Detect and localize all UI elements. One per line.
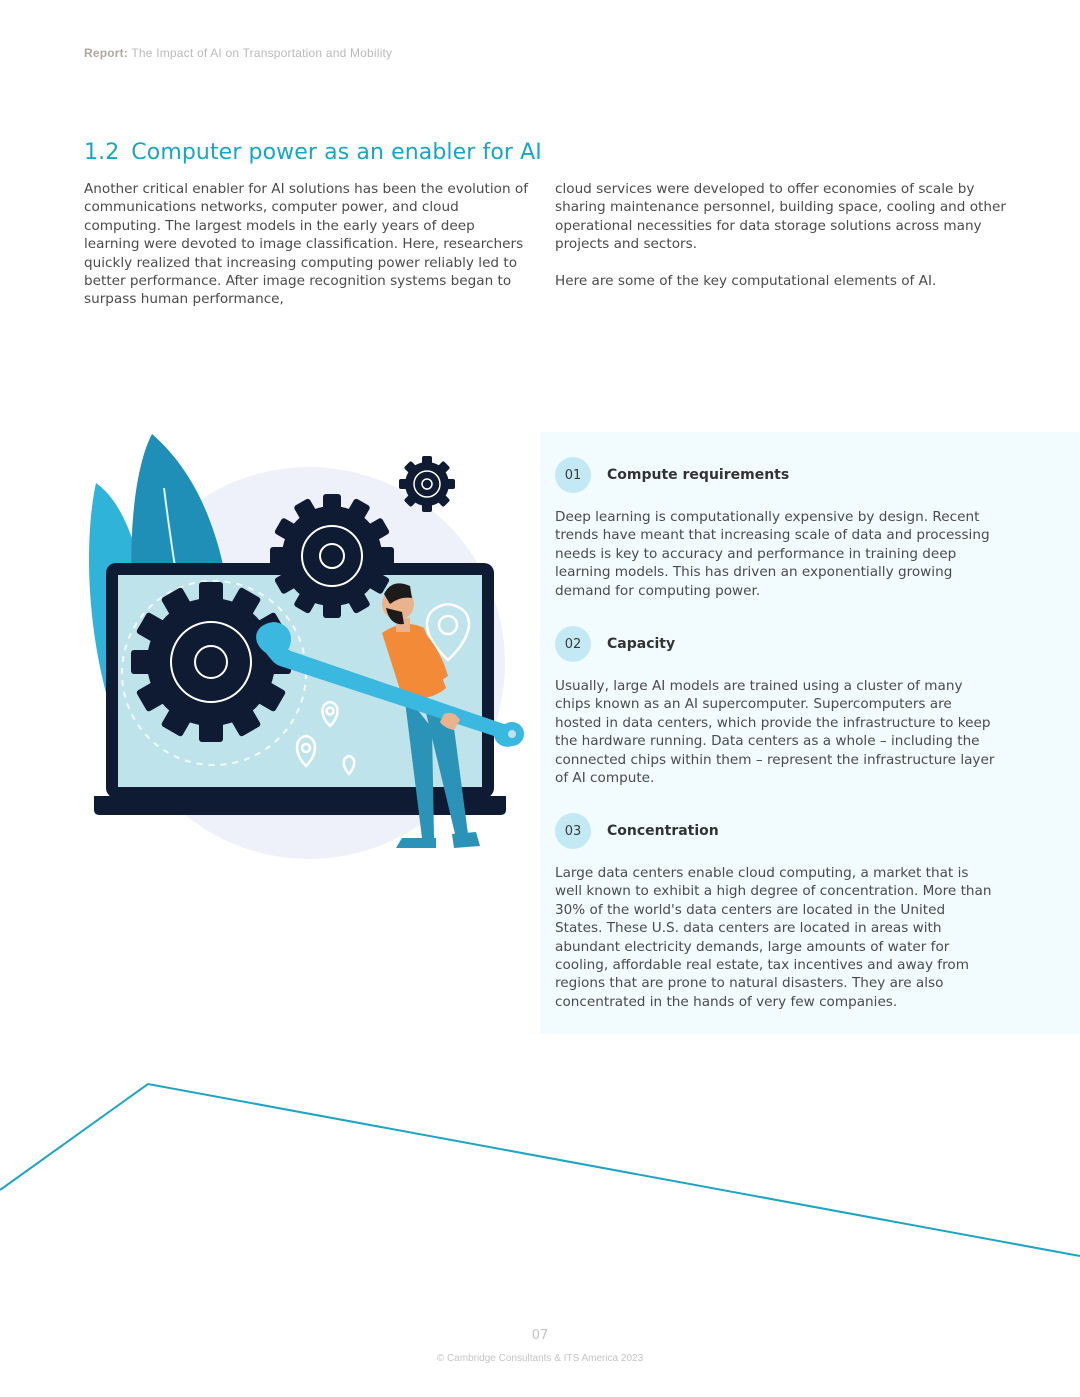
element-body: Large data centers enable cloud computing, a market that is well known to exhibit a high degree of concentration. More than 30% of the world's data centers are located in the United States. These U.S. data centers are located in areas with abundant electricity demands, large amounts of water for cooling, affordable real estate, tax incentives and away from regions that are prone to natural disasters. They are also concentrated in the hands of very few companies.: [555, 865, 992, 1010]
element-number-badge: 02: [555, 626, 591, 662]
running-header: [84, 46, 392, 60]
header-title: The Impact of AI on Transportation and Mobility: [131, 46, 393, 60]
element-concentration: [555, 812, 995, 1011]
section-title-text: Computer power as an enabler for AI: [131, 140, 542, 165]
element-heading: [555, 456, 995, 494]
element-label: Compute requirements: [607, 467, 790, 483]
element-capacity: [555, 625, 995, 787]
element-body: Deep learning is computationally expensive by design. Recent trends have meant that increasing scale of data and processing needs is key to accuracy and performance in training deep learning models. This has driven an exponentially growing demand for computing power.: [555, 509, 990, 599]
element-number-badge: 01: [555, 457, 591, 493]
header-prefix: Report:: [84, 46, 129, 60]
intro-left-column: [84, 180, 534, 327]
element-heading: [555, 625, 995, 663]
laptop-base: [94, 796, 506, 815]
intro-right-paragraph-1: cloud services were developed to offer economies of scale by sharing maintenance personnel, building space, cooling and other operational necessities for data storage solutions across many projects and sectors.: [555, 181, 1006, 253]
intro-right-column: [555, 180, 1015, 308]
intro-left-paragraph: Another critical enabler for AI solutions has been the evolution of communications networks, computer power, and cloud computing. The largest models in the early years of deep learning were devoted to image classification. Here, researchers quickly realized that increasing computing power reliably led to better performance. After image recognition systems began to surpass human performance,: [84, 181, 529, 308]
page-number: 07: [531, 1328, 549, 1343]
footer-copyright: © Cambridge Consultants & ITS America 2023: [436, 1353, 644, 1364]
element-compute-requirements: [555, 456, 995, 600]
element-body: Usually, large AI models are trained using a cluster of many chips known as an AI supercomputer. Supercomputers are hosted in data centers, which provide the infrastructure to keep the hardware running. Data centers as a whole – including the connected chips within them – represent the infrastructure layer of AI compute.: [555, 678, 995, 787]
key-elements-panel: [540, 432, 1080, 1034]
decorative-line: [0, 1060, 1080, 1280]
intro-right-paragraph-2: Here are some of the key computational elements of AI.: [555, 272, 937, 289]
small-gear-icon: [399, 456, 455, 512]
element-label: Concentration: [607, 823, 719, 839]
element-label: Capacity: [607, 636, 676, 652]
section-number: 1.2: [84, 140, 120, 165]
computing-illustration: [84, 428, 524, 868]
element-heading: [555, 812, 995, 850]
section-title: [84, 140, 542, 165]
element-number-badge: 03: [555, 813, 591, 849]
